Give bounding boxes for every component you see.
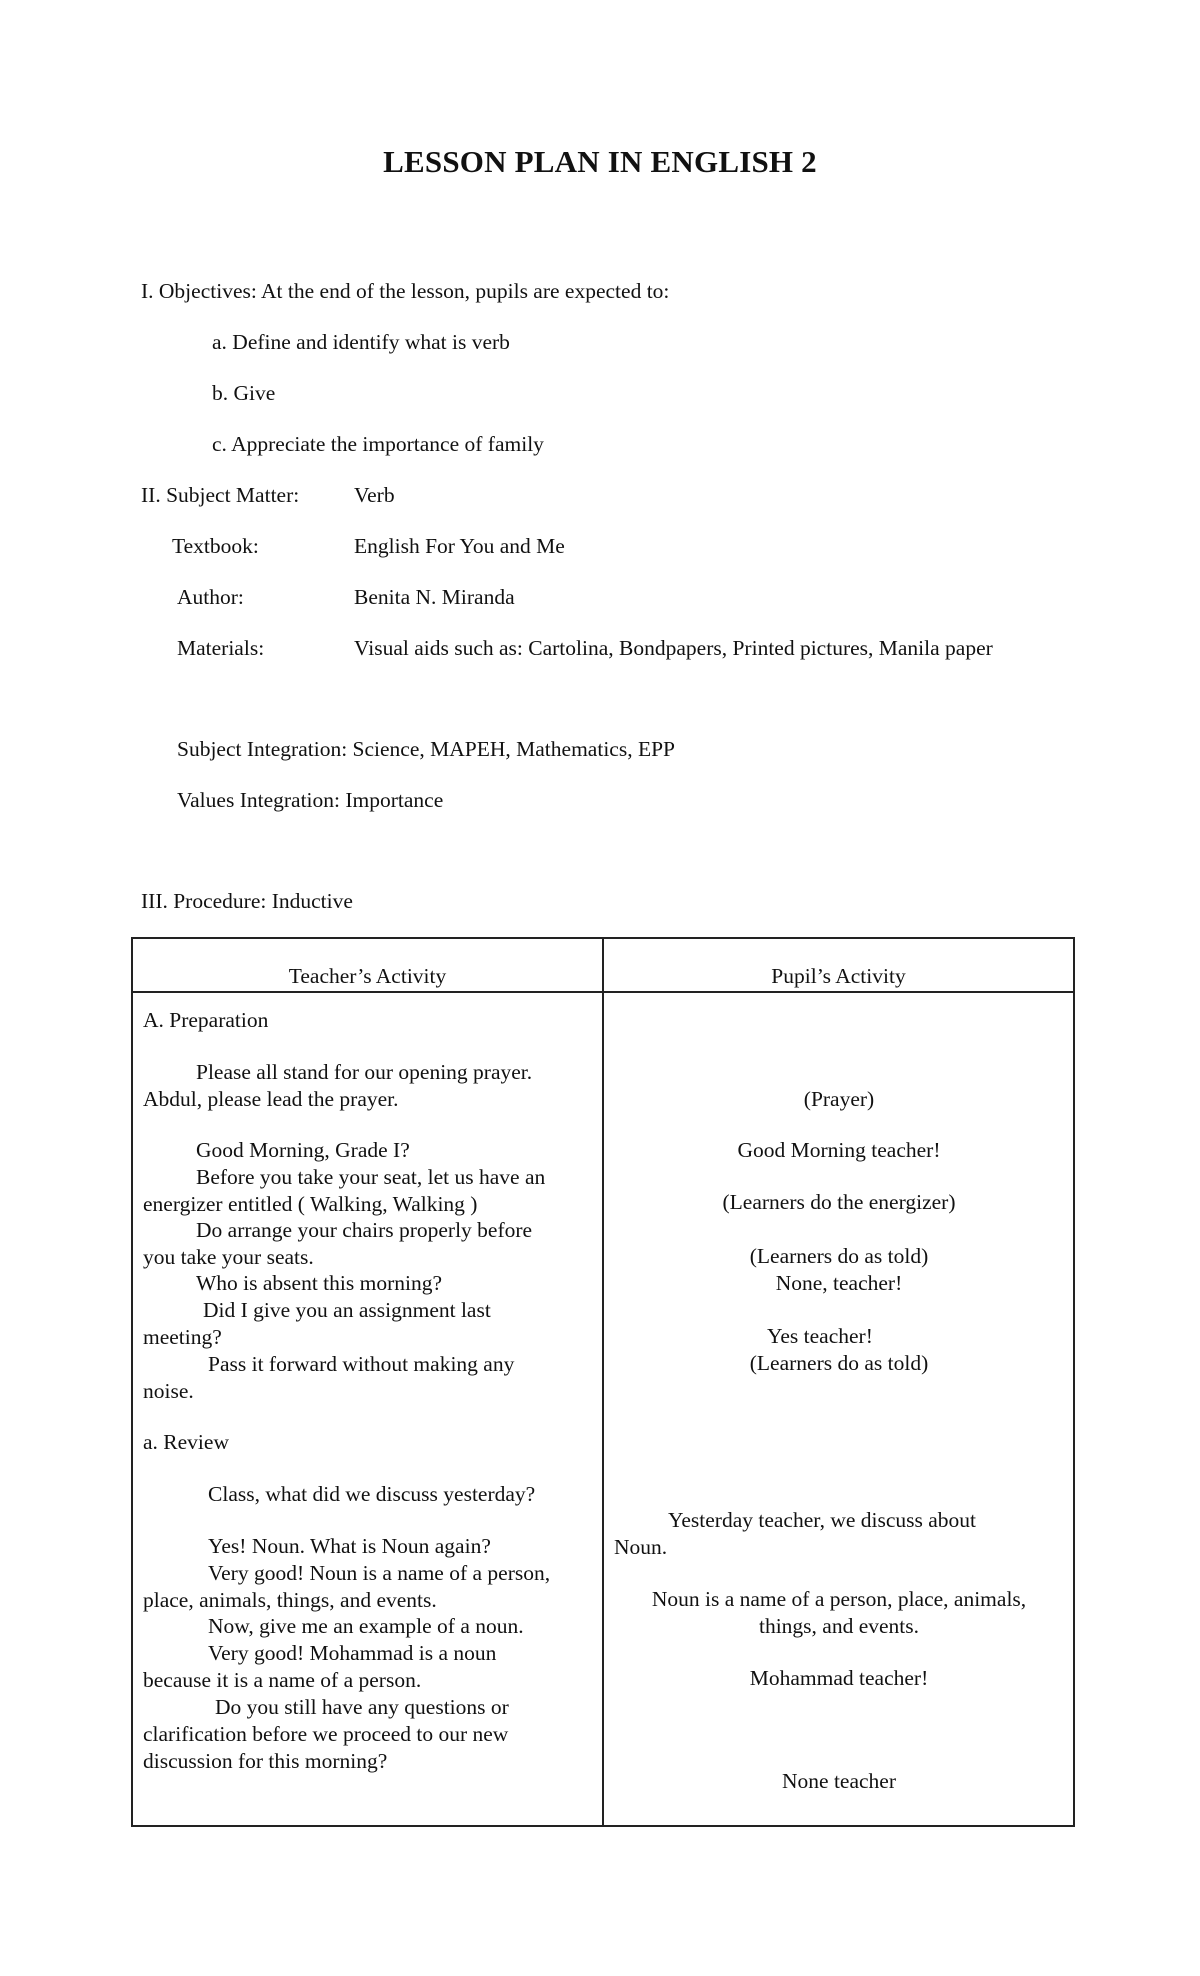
- pupil-line: Yesterday teacher, we discuss about: [668, 1508, 977, 1532]
- objectives-heading: I. Objectives: At the end of the lesson, pupils are expected to:: [141, 279, 670, 303]
- teacher-line: place, animals, things, and events.: [143, 1588, 437, 1612]
- teacher-line: because it is a name of a person.: [143, 1668, 422, 1692]
- teacher-line: Pass it forward without making any: [208, 1352, 515, 1376]
- teacher-line: Class, what did we discuss yesterday?: [208, 1482, 536, 1506]
- pupil-line: Noun.: [614, 1535, 668, 1559]
- teacher-line: Please all stand for our opening prayer.: [196, 1060, 533, 1084]
- pupil-line: (Learners do as told): [749, 1244, 929, 1268]
- page-title: LESSON PLAN IN ENGLISH 2: [383, 144, 817, 179]
- textbook-label: Textbook:: [172, 534, 259, 558]
- teacher-line: Yes! Noun. What is Noun again?: [208, 1534, 491, 1558]
- teacher-line: Who is absent this morning?: [196, 1271, 443, 1295]
- pupil-line: Noun is a name of a person, place, animals,: [651, 1587, 1027, 1611]
- teacher-line: Abdul, please lead the prayer.: [143, 1087, 399, 1111]
- pupil-line: Good Morning teacher!: [737, 1138, 941, 1162]
- subject-integration: Subject Integration: Science, MAPEH, Mathematics, EPP: [177, 737, 675, 761]
- pupil-line: Yes teacher!: [767, 1324, 873, 1348]
- section-label: A. Preparation: [143, 1008, 269, 1032]
- procedure-heading: III. Procedure: Inductive: [141, 889, 353, 913]
- objective-item: b. Give: [212, 381, 276, 405]
- values-integration: Values Integration: Importance: [177, 788, 444, 812]
- materials-value: Visual aids such as: Cartolina, Bondpapers, Printed pictures, Manila paper: [354, 636, 993, 660]
- teacher-line: Do you still have any questions or: [215, 1695, 509, 1719]
- author-value: Benita N. Miranda: [354, 585, 515, 609]
- teacher-line: meeting?: [143, 1325, 222, 1349]
- column-header-pupil: Pupil’s Activity: [603, 938, 1074, 992]
- pupil-line: None teacher: [782, 1769, 896, 1793]
- teacher-line: Now, give me an example of a noun.: [208, 1614, 524, 1638]
- objective-item: a. Define and identify what is verb: [212, 330, 510, 354]
- subject-matter-label: II. Subject Matter:: [141, 483, 300, 507]
- section-label: a. Review: [143, 1430, 229, 1454]
- materials-label: Materials:: [177, 636, 265, 660]
- teacher-line: discussion for this morning?: [143, 1749, 388, 1773]
- teacher-line: Did I give you an assignment last: [203, 1298, 491, 1322]
- teacher-line: Very good! Mohammad is a noun: [208, 1641, 497, 1665]
- pupil-line: (Learners do as told): [749, 1351, 929, 1375]
- pupil-line: (Learners do the energizer): [722, 1190, 956, 1214]
- procedure-table: [131, 937, 1075, 1827]
- author-label: Author:: [177, 585, 244, 609]
- teacher-activity-cell: [132, 992, 603, 1826]
- textbook-value: English For You and Me: [354, 534, 565, 558]
- teacher-line: you take your seats.: [143, 1245, 314, 1269]
- pupil-line: things, and events.: [758, 1614, 920, 1638]
- pupil-activity-cell: [603, 992, 1074, 1826]
- teacher-line: energizer entitled ( Walking, Walking ): [143, 1192, 478, 1216]
- pupil-line: Mohammad teacher!: [749, 1666, 929, 1690]
- pupil-line: (Prayer): [803, 1087, 875, 1111]
- objective-item: c. Appreciate the importance of family: [212, 432, 544, 456]
- pupil-line: None, teacher!: [775, 1271, 903, 1295]
- teacher-line: noise.: [143, 1379, 194, 1403]
- subject-matter-value: Verb: [354, 483, 395, 507]
- teacher-line: Do arrange your chairs properly before: [196, 1218, 533, 1242]
- teacher-line: Very good! Noun is a name of a person,: [208, 1561, 551, 1585]
- teacher-line: Before you take your seat, let us have an: [196, 1165, 546, 1189]
- column-header-teacher: Teacher’s Activity: [132, 938, 603, 992]
- teacher-line: clarification before we proceed to our new: [143, 1722, 509, 1746]
- teacher-line: Good Morning, Grade I?: [196, 1138, 410, 1162]
